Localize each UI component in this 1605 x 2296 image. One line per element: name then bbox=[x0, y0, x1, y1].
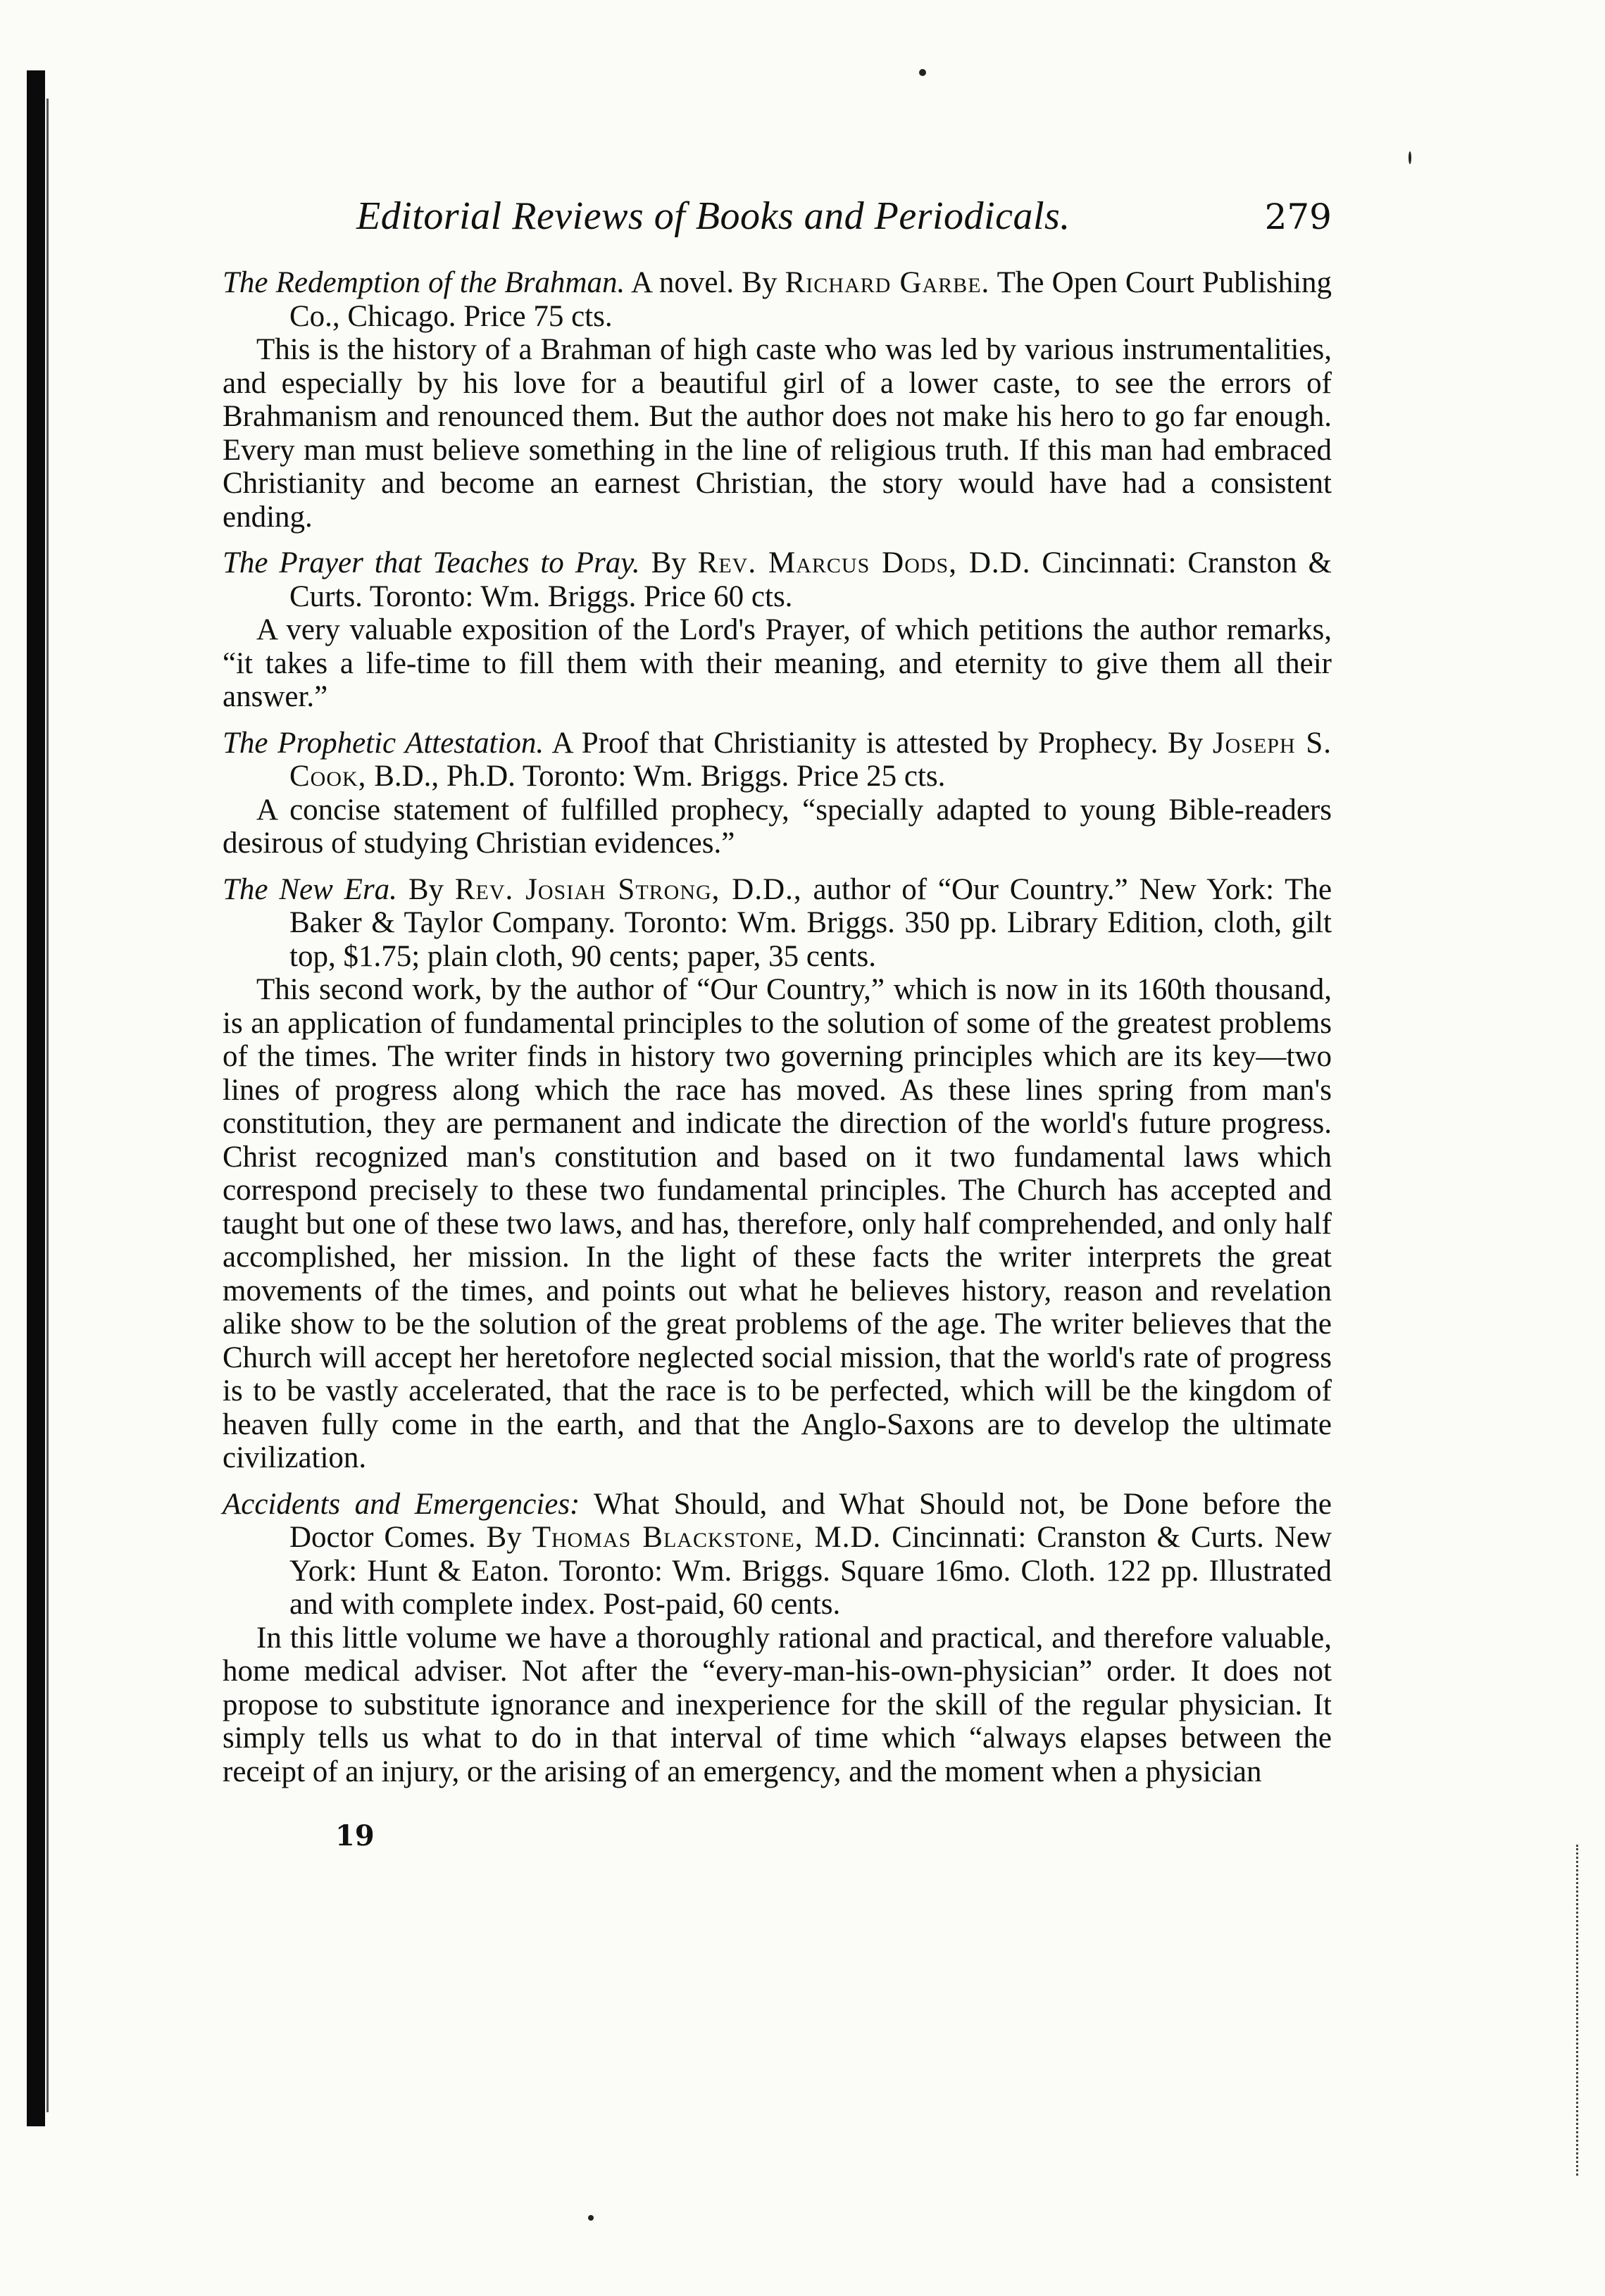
review-text: A very valuable exposition of the Lord's Prayer, of which petitions the author remarks, “it takes a life-time to fill them with their meaning, and eternity to give them all their answer.” bbox=[223, 613, 1332, 713]
book-title: The New Era. bbox=[223, 872, 397, 906]
citation-prefix: By bbox=[651, 546, 687, 579]
book-title: The Prayer that Teaches to Pray. bbox=[223, 546, 640, 579]
scan-edge-shadow bbox=[27, 70, 45, 2126]
review-text: A concise statement of fulfilled prophecy, “specially adapted to young Bible-readers desirous of studying Christian evidences.” bbox=[223, 793, 1332, 860]
book-citation bbox=[223, 1488, 1332, 1621]
citation-prefix: What Should, and What Should not, be Done before the Doctor Comes. By bbox=[289, 1487, 1332, 1554]
citation-prefix: A Proof that Christianity is attested by Prophecy. By bbox=[551, 726, 1204, 760]
review-entry bbox=[223, 266, 1332, 534]
book-author: Rev. Marcus Dods, D.D. bbox=[697, 546, 1031, 579]
book-author: Rev. Josiah Strong, D.D., bbox=[454, 872, 802, 906]
review-entry bbox=[223, 873, 1332, 1475]
publication-details: The Open Court Publishing Co., Chicago. Price 75 cts. bbox=[289, 266, 1332, 333]
publication-details: B.D., Ph.D. Toronto: Wm. Briggs. Price 25 cts. bbox=[374, 760, 946, 793]
document-page bbox=[223, 194, 1332, 1853]
book-title: The Prophetic Attestation. bbox=[223, 726, 544, 760]
citation-prefix: By bbox=[408, 872, 444, 906]
book-author: Thomas Blackstone, M.D. bbox=[532, 1521, 882, 1554]
scan-edge-line bbox=[46, 99, 49, 2112]
running-title: Editorial Reviews of Books and Periodicals. bbox=[356, 194, 1070, 238]
review-text: This second work, by the author of “Our Country,” which is now in its 160th thousand, is an application of fundamental principles to the solution of some of the greatest problems of the times. The writer finds in history two governing principles which are its key—two lines of progress along which the race has moved. As these lines spring from man's constitution, they are permanent and indicate the direction of the world's future progress. Christ recognized man's constitution and based on it two fundamental laws which correspond precisely to these two fundamental principles. The Church has accepted and taught but one of these two laws, and has, therefore, only half comprehended, and only half accomplished, her mission. In the light of these facts the writer interprets the great movements of the times, and points out what he believes history, reason and revelation alike show to be the solution of the great problems of the age. The writer believes that the Church will accept her heretofore neglected social mission, that the world's rate of progress is to be vastly accelerated, that the race is to be perfected, which will be the kingdom of heaven fully come in the earth, and that the Anglo-Saxons are to develop the ultimate civilization. bbox=[223, 973, 1332, 1474]
review-entry bbox=[223, 1488, 1332, 1789]
signature-mark: 19 bbox=[335, 1819, 375, 1852]
scan-margin-marks bbox=[1576, 1845, 1580, 2176]
publication-details: Cincinnati: Cranston & Curts. Toronto: Wm. Briggs. Price 60 cts. bbox=[289, 546, 1332, 613]
running-header bbox=[223, 194, 1332, 249]
book-citation bbox=[223, 873, 1332, 974]
publication-details: Cincinnati: Cranston & Curts. New York: Hunt & Eaton. Toronto: Wm. Briggs. Square 16mo. Cloth. 122 pp. Illustrated and with complete index. Post-paid, 60 cents. bbox=[289, 1521, 1332, 1621]
scan-speck bbox=[1409, 151, 1411, 164]
page-number: 279 bbox=[1264, 196, 1332, 237]
book-citation bbox=[223, 546, 1332, 613]
book-title: The Redemption of the Brahman. bbox=[223, 266, 625, 299]
scan-speck bbox=[919, 69, 926, 76]
review-entry bbox=[223, 546, 1332, 714]
book-citation bbox=[223, 266, 1332, 333]
book-title: Accidents and Emergencies: bbox=[223, 1487, 580, 1521]
review-text: In this little volume we have a thoroughly rational and practical, and therefore valuable, home medical adviser. Not after the “every-man-his-own-physician” order. It does not propose to substitute ignorance and inexperience for the skill of the regular physician. It simply tells us what to do in that interval of time which “always elapses between the receipt of an injury, or the arising of an emergency, and the moment when a physician bbox=[223, 1621, 1332, 1788]
review-text: This is the history of a Brahman of high caste who was led by various instrumentalities, and especially by his love for a beautiful girl of a lower caste, to see the errors of Brahmanism and renounced them. But the author does not make his hero to go far enough. Every man must believe something in the line of religious truth. If this man had embraced Christianity and become an earnest Christian, the story would have had a consistent ending. bbox=[223, 333, 1332, 534]
book-citation bbox=[223, 727, 1332, 793]
review-entry bbox=[223, 727, 1332, 860]
book-author: Joseph S. Cook, bbox=[289, 726, 1332, 793]
citation-prefix: A novel. By bbox=[631, 266, 777, 299]
book-author: Richard Garbe. bbox=[785, 266, 990, 299]
scan-speck bbox=[588, 2215, 594, 2221]
publication-details: author of “Our Country.” New York: The Baker & Taylor Company. Toronto: Wm. Briggs. 350 pp. Library Edition, cloth, gilt top, $1.75; plain cloth, 90 cents; paper, 35 cents. bbox=[289, 872, 1332, 973]
